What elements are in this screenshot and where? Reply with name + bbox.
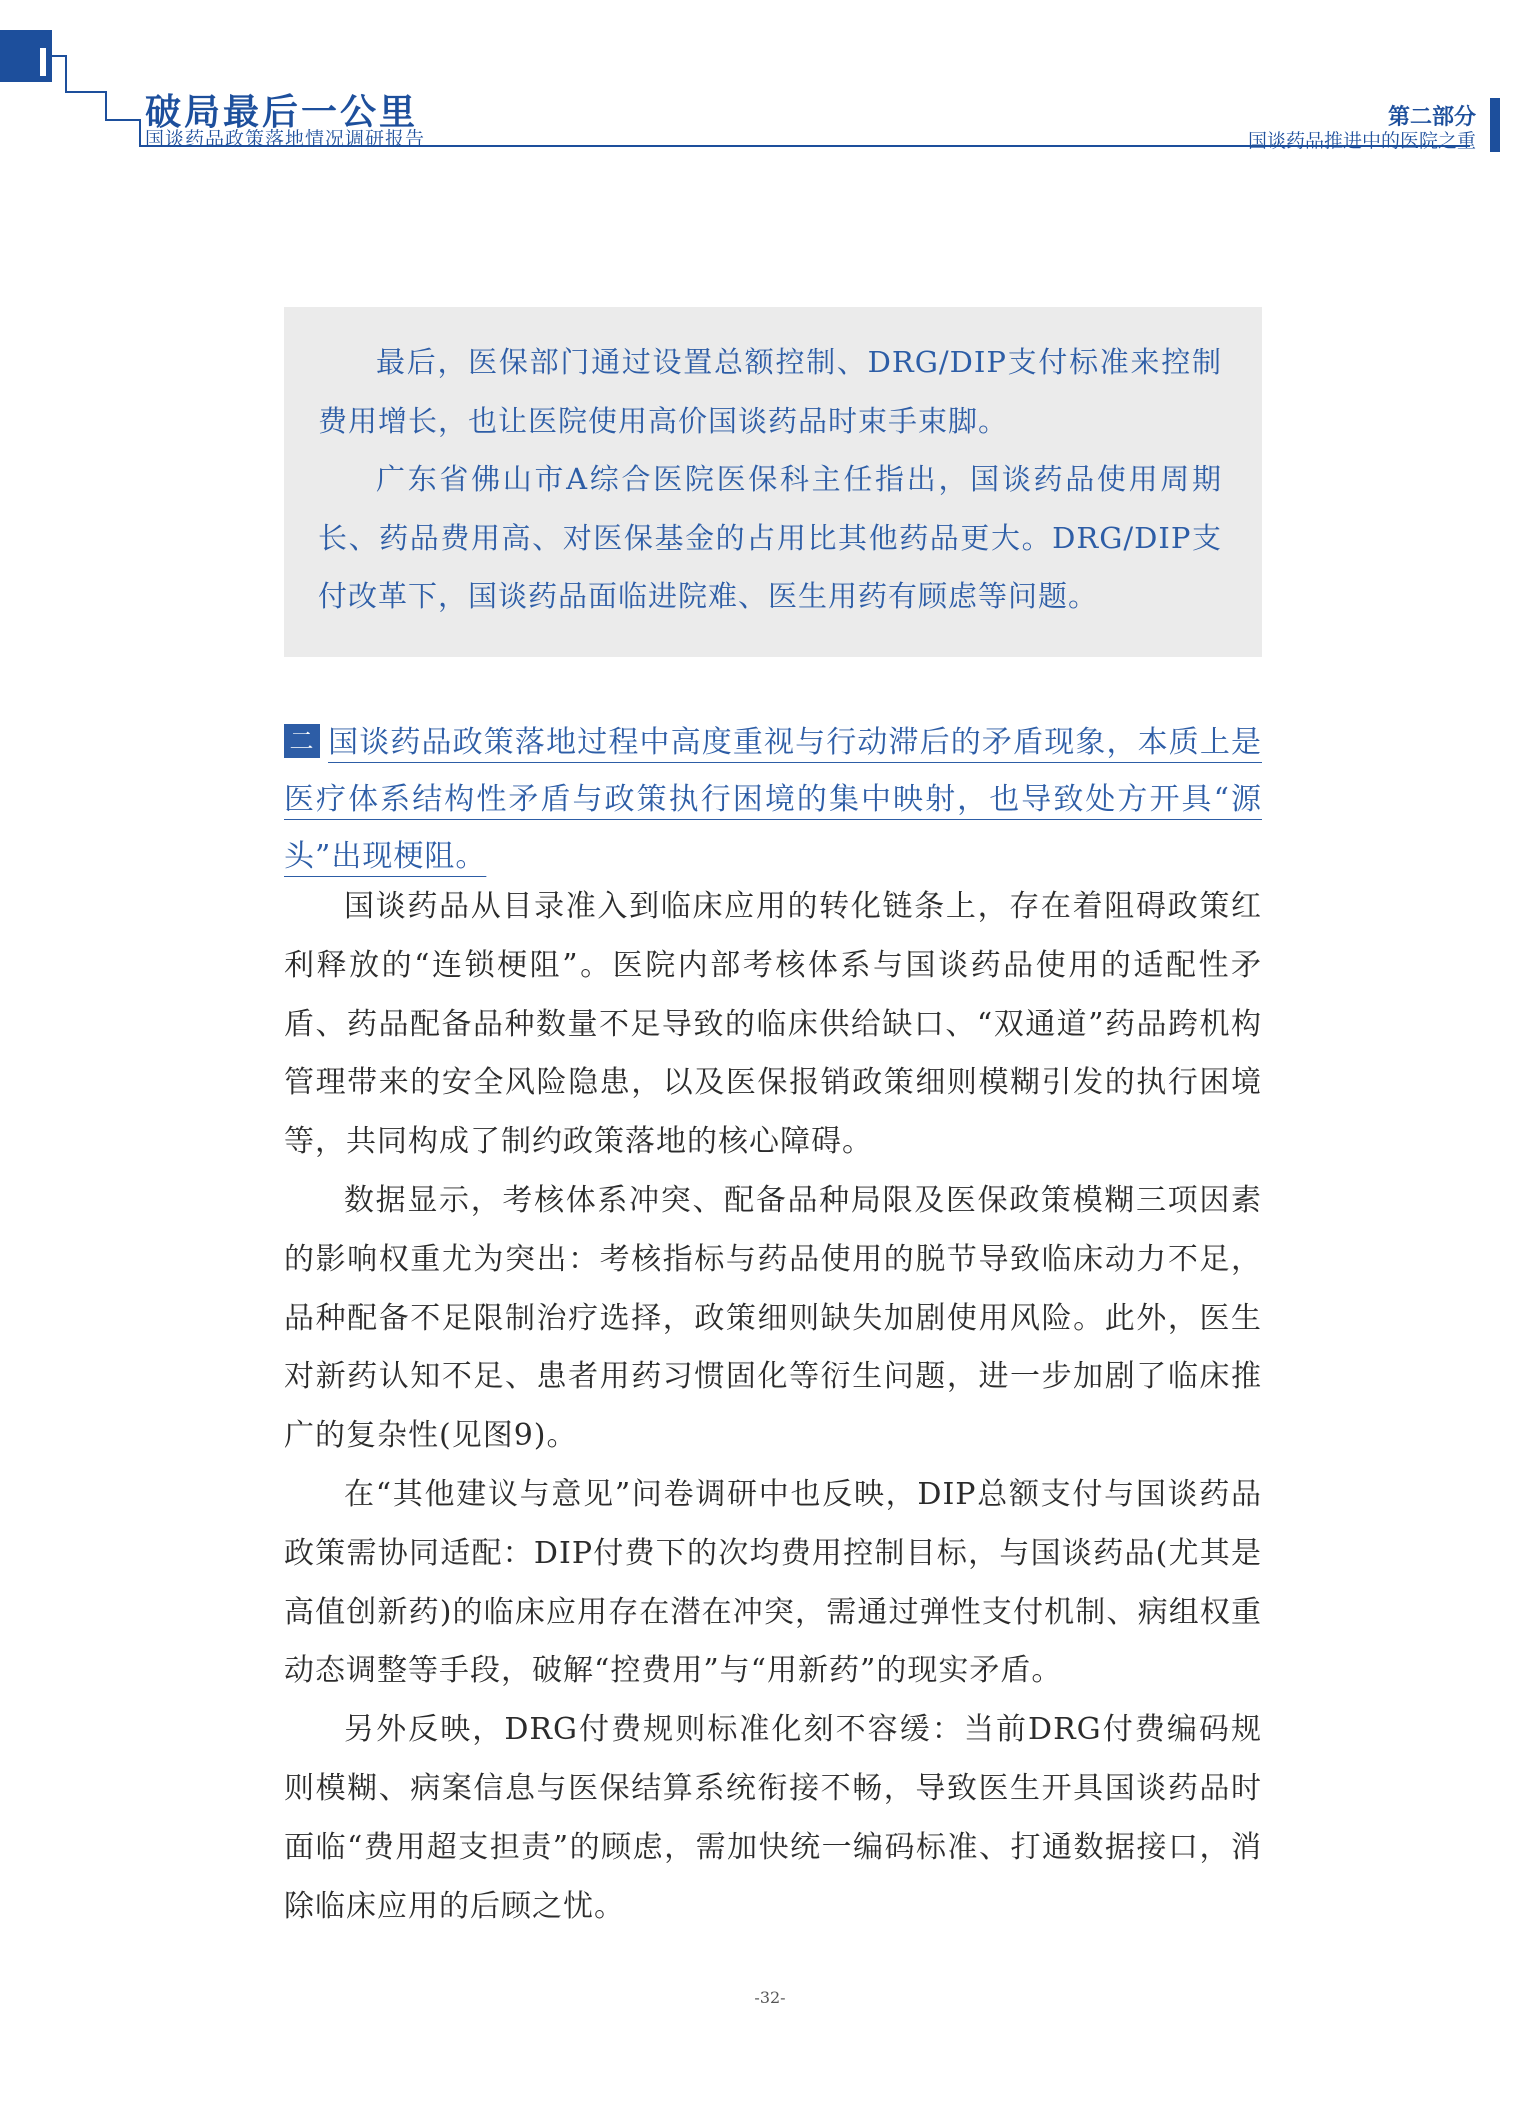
report-title: 破局最后一公里 [145, 92, 419, 133]
report-subtitle: 国谈药品政策落地情况调研报告 [145, 128, 426, 150]
quote-paragraph: 广东省佛山市A综合医院医保科主任指出，国谈药品使用周期长、药品费用高、对医保基金的占用比其他药品更大。DRG/DIP支付改革下，国谈药品面临进院难、医生用药有顾虑等问题。 [318, 462, 1222, 613]
section-heading [284, 714, 1262, 885]
body-paragraph: 另外反映，DRG付费规则标准化刻不容缓：当前DRG付费编码规则模糊、病案信息与医保结算系统衔接不畅，导致医生开具国谈药品时面临“费用超支担责”的顾虑，需加快统一编码标准、打通数据接口，消除临床应用的后顾之忧。 [284, 1712, 1262, 1924]
body-paragraph: 数据显示，考核体系冲突、配备品种局限及医保政策模糊三项因素的影响权重尤为突出：考核指标与药品使用的脱节导致临床动力不足，品种配备不足限制治疗选择，政策细则缺失加剧使用风险。此外，医生对新药认知不足、患者用药习惯固化等衍生问题，进一步加剧了临床推广的复杂性(见图9)。 [284, 1182, 1262, 1454]
quote-paragraph: 最后，医保部门通过设置总额控制、DRG/DIP支付标准来控制费用增长，也让医院使用高价国谈药品时束手束脚。 [318, 345, 1222, 438]
section-number-badge: 二 [284, 724, 320, 758]
body-paragraph: 在“其他建议与意见”问卷调研中也反映，DIP总额支付与国谈药品政策需协同适配：DIP付费下的次均费用控制目标，与国谈药品(尤其是高值创新药)的临床应用存在潜在冲突，需通过弹性支付机制、病组权重动态调整等手段，破解“控费用”与“用新药”的现实矛盾。 [284, 1476, 1262, 1689]
part-subtitle: 国谈药品推进中的医院之重 [1247, 130, 1476, 152]
page-number: -32- [754, 1988, 786, 2007]
body-paragraph: 国谈药品从目录准入到临床应用的转化链条上，存在着阻碍政策红利释放的“连锁梗阻”。医院内部考核体系与国谈药品使用的适配性矛盾、药品配备品种数量不足导致的临床供给缺口、“双通道”药品跨机构管理带来的安全风险隐患，以及医保报销政策细则模糊引发的执行困境等，共同构成了制约政策落地的核心障碍。 [284, 889, 1262, 1160]
body-text [284, 878, 1262, 1936]
part-title: 第二部分 [1387, 105, 1476, 130]
quote-box [284, 307, 1262, 657]
part-accent-bar [1490, 98, 1500, 152]
section-heading-text: 国谈药品政策落地过程中高度重视与行动滞后的矛盾现象，本质上是医疗体系结构性矛盾与政策执行困境的集中映射，也导致处方开具“源头”出现梗阻。 [284, 725, 1262, 874]
